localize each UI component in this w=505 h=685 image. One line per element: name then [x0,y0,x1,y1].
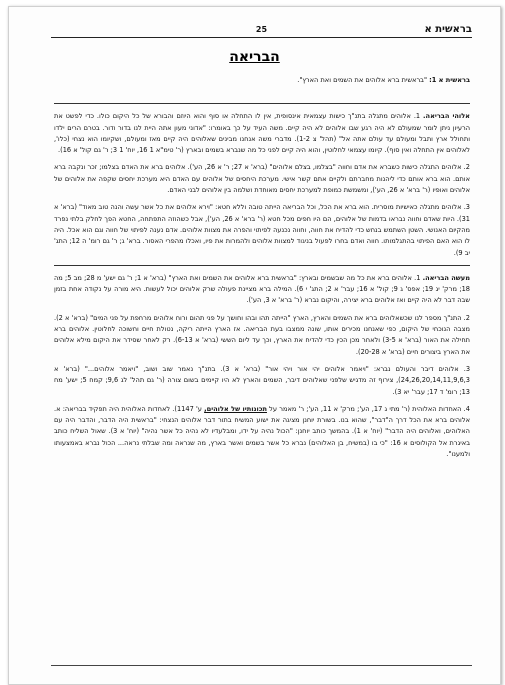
book-chapter-label: בראשית א [424,23,472,35]
paragraph [54,404,470,460]
paragraph-text: 4. האחדות האלוהית (ר' מתי ג 17, הע'; מרק' א 11, הע'; ר' מאמר על [266,404,470,413]
underlined-term: תכונותיו של אלוהים, [204,404,267,413]
article-body [54,75,470,466]
paragraph-text: 1. אלוהים ברא את כל מה שבשמים ובארץ: "בראשית ברא אלוהים את השמים ואת הארץ" (ברא' א 1; ר' גם ישע' מ 28; מב 5; מה 18; מרק' יג 19; אפס' ג 9; קול' א 16; עבר' א 2; התג' י 6). המילה ברא מציינת פעולה שרק אלוהים יכול לעשות. היא מורה על נקודה אחת בזמן שבה דבר לא היה קיים ואז אלוהים ברא יצירה, והיקום נברא (ר' ברא' א 3, הע'). [54,273,470,305]
section-heading: אלוהי הבריאה. [423,112,470,121]
paragraph: 3. אלוהים דיבר והעולם נברא: "ויאמר אלוהים יהי אור ויהי אור" (ברא' א 3). בתנ"ך נאמר שוב ושוב, "ויאמר אלוהים..." (ברא' א 24,26,20,14,11,9,6,3), צירוף זה מדגיש שלפני שאלוהים דיבר, השמים והארץ לא היו קיימים בשום צורה (ר' גם תהל' לג 9,6; קמח 5; ישע' מח 13; רומ' ד 17; עבר' יא 3). [54,364,471,396]
paragraph: 2. אלוהים התגלה כישות כשברא את אדם וחווה "בצלמו, בצלם אלוהים" (ברא' א 27; ר' א 26, הע'). אלוהים ברא את האדם בצלמו; זכר ונקבה ברא אותם. הוא ברא אותם כדי ליהנות מחברתם ולקיים אתם קשר אישי. מערכת היחסים של אלוהים עם האדם היא מערכת יחסים שקפה את אלוהים של אלוהים ואופיו (ר' ברא' א 26, הע'), ומשמשת כמופת למערכת יחסים מאוחדת ושלמה בין אלוהים לבני האדם. [54,163,470,195]
footer-rule [51,665,472,666]
verse-text: "בראשית ברא אלוהים את השמים ואת הארץ". [297,76,430,84]
page-title: הבריאה [229,49,280,65]
document-page [8,6,501,685]
section-heading: מעשה הבריאה. [422,273,470,282]
section-act-of-creation [54,273,470,460]
page-number: 25 [255,24,268,34]
paragraph-text: ע' 1147). לאחדות האלוהית היה תפקיד בבריאה: א. אלוהים ברא את הכל דרך ה"דבר", שהוא בנו. בשורת יוחנן מציגה את ישוע המשיח בתור דבר אלוהים הנצחי: "בראשית היה הדבר, והדבר היה עם האלוהים, ואלוהים היה הדבר" (יוח' א 1). בהמשך כותב יוחנן: "הכול נהיה על ידו, ומבלעדיו לא נהיה כל אשר נהיה" (יוח' א 3). שאול השליח כותב באיגרת אל הקולוסים א 16: "כי בו (במשיח, בן האלוהים) נברא כל אשר בשמים ואשר בארץ, מה שנראה ומה שבלתי נראה... הכול נברא באמצעותו ולמענו". [54,404,471,459]
paragraph [54,273,470,307]
verse-reference: בראשית א 1: [429,76,470,84]
paragraph: 2. התנ"ך מספר לנו שכשאלוהים ברא את השמים והארץ, הארץ "הייתה תהו ובהו וחושך על פני תהום ורוח אלוהים מרחפת על פני המים" (ברא' א 2). מצבה הנוכחי של היקום, כפי שאנחנו מכירים אותו, שונה ממצבו בעת הבריאה. אז הארץ הייתה ריקה, נטולת חיים וחשוכה לחלוטין. אלוהים ברא תחילה את האור (ברא' א 3-5) ולאחר מכן הכין כדי להדיח את הארץ, וכך עד ליום הששי (ברא' א 6-13). רק לאחר שסידר את היקום מילא אלוהים את הארץ ביצורים חיים (ברא' א 20-28). [54,313,470,356]
section-divider [54,103,470,104]
paragraph [54,111,470,156]
running-header [51,21,472,38]
section-creator-god [54,111,470,259]
paragraph-text: 1. אלוהים מתגלה בתנ"ך כישות עצמאית אינסופית, אין לו התחלה או סוף והוא היוזם והבורא של כל היקום כולו. כדי לפשט את הרעיון ניתן לומר שמעולם לא היה רגע שבו אלוהים לא היה קיים. משה העיד על כך באומרו: "אדוני מעון אתה היית לנו בדור ודור. בטרם הרים ילדו ותחולל ארץ ותבל ומעולם עד עולם אתה אל" (תהל' צ 1-2). מדברי משה אנחנו מבינים שאלוהים היה קיים מאז ומעולם, ושקיומו הוא נצחי (כלו', לאלוהים אין התחלה ואין סוף). קיומו עצמאי לחלוטין, והוא היה קיים לפני כל מה שנברא בשמים ובארץ (ר' טימ"א 1 16, יוח' 1 3; ר' גם קול' א 16). [54,112,470,155]
paragraph: 3. אלוהים מתגלה כאישיות מוסרית. הוא ברא את הכל, וכל הבריאה הייתה טובה וללא חטא: "וירא אלוהים את כל אשר עשה והנה טוב מאוד" (ברא' א 31). היות שאדם וחווה נבראו בדמות של אלוהים, הם היו חפים מכל חטא (ר' ברא' א 26, הע'), אבל כשהוזה התפתחה, החטא הפך לחלק בלתי נפרד מהקיום האנושי. השטן השתמש בנחש כדי להדיח את חווה, וחווה נכנעה לפיתוי והפרה את מצוות אלוהים. אדם נענה לפיתוי של חווה וגם הוא אכל. היה לו הוא האם הפיתוי בהתגלמותו. חווה ואדם בחרו לפעול בניגוד למצוות אלוהים ולהמרות את פיו, ואכלו מהפרי האסור. ברא' ג; ר' גם רומ' ה 12; התג' יב 9). [54,203,470,257]
section-divider [54,265,470,266]
verse-quote [54,75,470,86]
